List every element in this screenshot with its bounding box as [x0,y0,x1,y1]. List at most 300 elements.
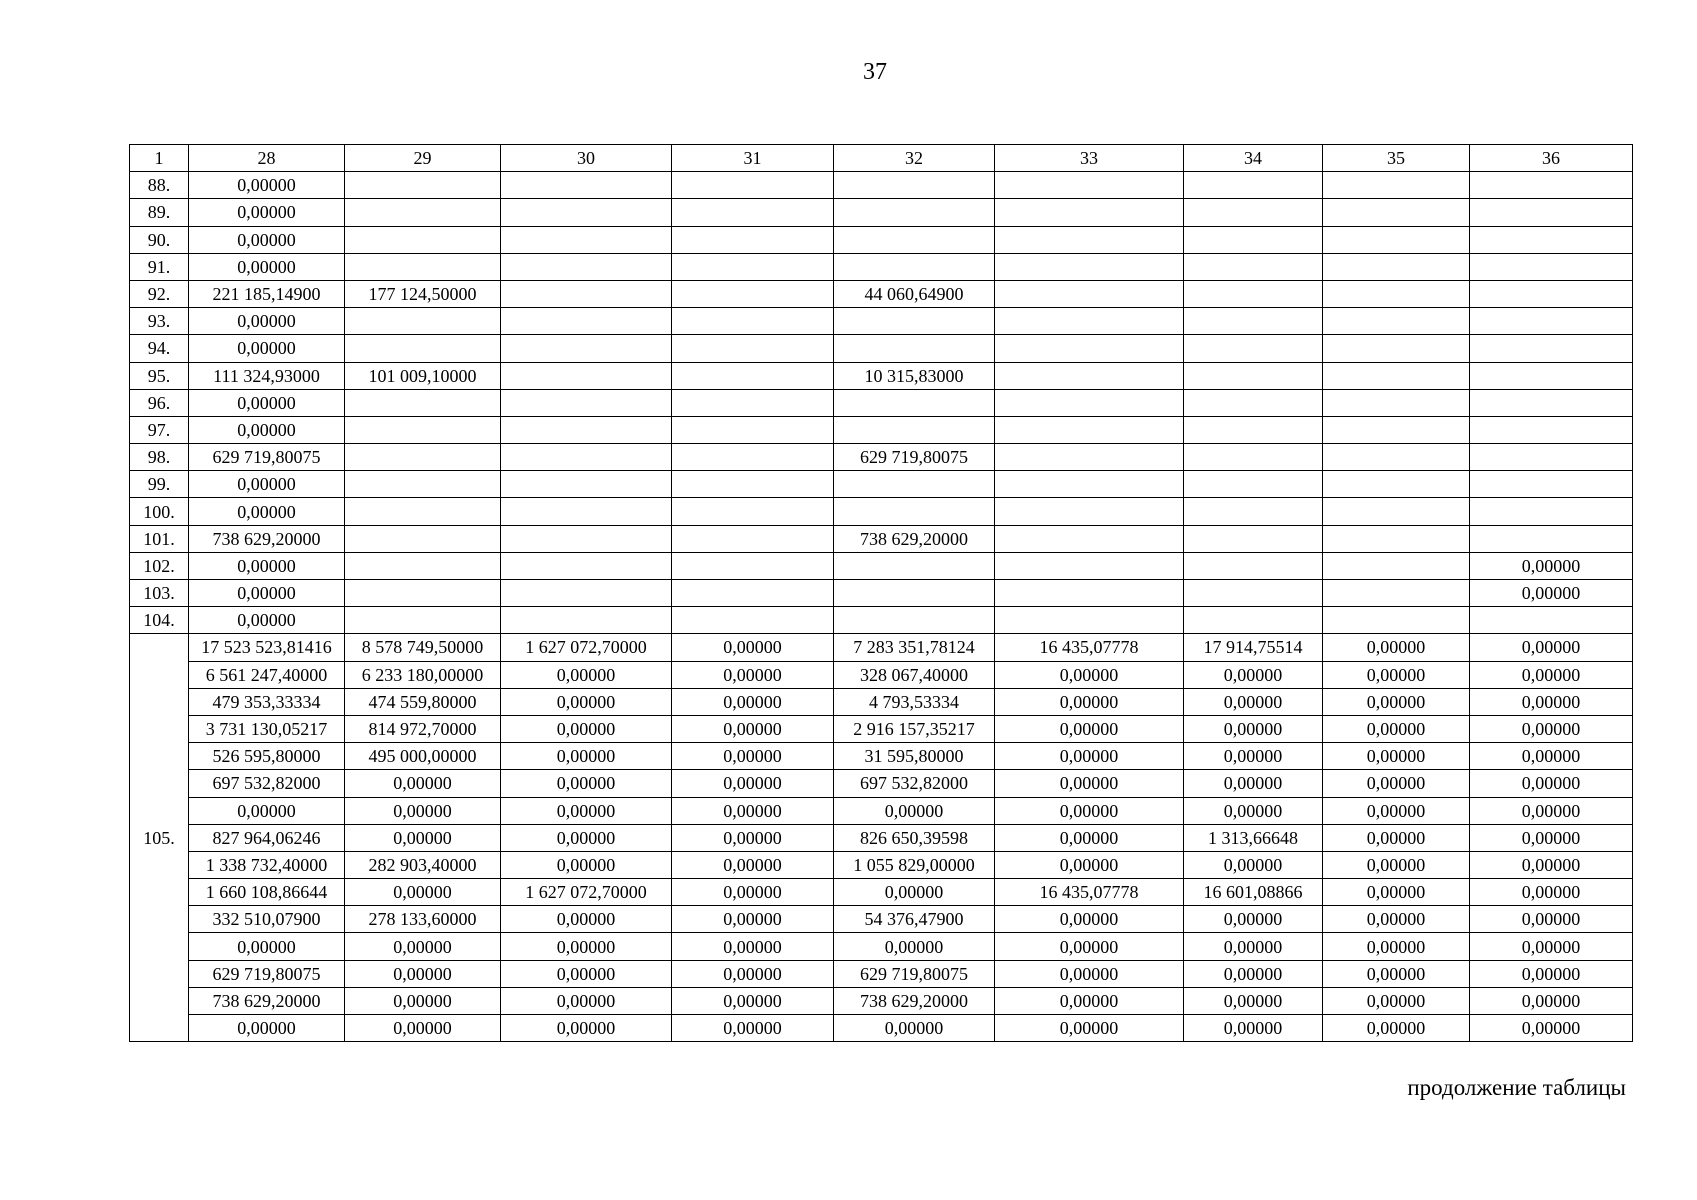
table-cell [1184,335,1323,362]
table-row [130,172,1633,199]
table-cell: 4 793,53334 [834,688,995,715]
table-cell [1323,471,1470,498]
table-cell: 0,00000 [189,797,345,824]
table-cell [672,362,834,389]
table-cell [672,335,834,362]
table-cell: 1 627 072,70000 [501,879,672,906]
table-cell [995,389,1184,416]
table-cell [995,580,1184,607]
table-cell [1184,308,1323,335]
table-cell [1184,172,1323,199]
table-cell: 629 719,80075 [189,960,345,987]
table-row [130,851,1633,878]
row-number-cell: 88. [130,172,189,199]
table-cell: 0,00000 [1184,960,1323,987]
table-row [130,960,1633,987]
table-cell [501,498,672,525]
table-cell: 332 510,07900 [189,906,345,933]
table-cell: 814 972,70000 [345,715,501,742]
table-cell [1470,525,1633,552]
table-cell: 0,00000 [345,824,501,851]
table-cell [1184,253,1323,280]
table-cell: 629 719,80075 [834,960,995,987]
table-cell: 0,00000 [345,933,501,960]
table-cell [995,498,1184,525]
table-cell [501,172,672,199]
table-cell: 0,00000 [189,498,345,525]
row-number-cell: 105. [130,634,189,1042]
table-cell [1323,172,1470,199]
table-cell [501,308,672,335]
table-row [130,688,1633,715]
table-cell [672,471,834,498]
table-cell: 282 903,40000 [345,851,501,878]
table-cell [1184,199,1323,226]
table-cell: 0,00000 [1470,933,1633,960]
table-cell [995,471,1184,498]
table-cell: 54 376,47900 [834,906,995,933]
table-cell [995,253,1184,280]
table-cell: 101 009,10000 [345,362,501,389]
table-cell [672,525,834,552]
table-cell: 8 578 749,50000 [345,634,501,661]
table-cell: 0,00000 [189,1015,345,1042]
table-cell: 0,00000 [995,851,1184,878]
table-cell [345,525,501,552]
table-cell [1184,580,1323,607]
table-cell: 0,00000 [501,851,672,878]
table-cell [1184,552,1323,579]
table-cell: 0,00000 [501,770,672,797]
data-table [129,144,1633,1042]
table-cell: 0,00000 [189,253,345,280]
table-cell: 0,00000 [672,987,834,1014]
table-cell [501,416,672,443]
table-cell: 0,00000 [672,933,834,960]
column-number-cell: 29 [345,145,501,172]
table-cell [672,416,834,443]
table-cell [995,607,1184,634]
table-cell: 0,00000 [1323,879,1470,906]
table-cell: 2 916 157,35217 [834,715,995,742]
table-cell [501,444,672,471]
table-cell [1323,525,1470,552]
table-row [130,987,1633,1014]
table-cell [834,226,995,253]
table-cell: 0,00000 [189,552,345,579]
table-cell [834,607,995,634]
table-body [130,145,1633,1042]
table-cell [1184,389,1323,416]
table-cell: 17 523 523,81416 [189,634,345,661]
table-cell [1323,416,1470,443]
column-number-cell: 36 [1470,145,1633,172]
table-row [130,933,1633,960]
table-cell [995,199,1184,226]
table-cell: 0,00000 [1470,743,1633,770]
table-cell [1184,362,1323,389]
table-cell [834,253,995,280]
table-cell: 0,00000 [345,1015,501,1042]
table-cell: 0,00000 [672,634,834,661]
row-number-cell: 95. [130,362,189,389]
table-cell: 0,00000 [995,688,1184,715]
table-cell: 0,00000 [501,688,672,715]
table-cell: 0,00000 [1470,715,1633,742]
table-cell [345,552,501,579]
table-cell: 826 650,39598 [834,824,995,851]
table-cell: 17 914,75514 [1184,634,1323,661]
table-cell [1470,335,1633,362]
table-cell [995,416,1184,443]
table-cell [1470,471,1633,498]
table-cell: 0,00000 [189,199,345,226]
table-cell: 1 055 829,00000 [834,851,995,878]
table-cell: 0,00000 [1184,851,1323,878]
column-number-cell: 34 [1184,145,1323,172]
table-row [130,308,1633,335]
table-cell: 0,00000 [1470,851,1633,878]
table-cell: 697 532,82000 [834,770,995,797]
table-cell: 0,00000 [995,1015,1184,1042]
table-cell: 738 629,20000 [834,987,995,1014]
table-cell [995,444,1184,471]
table-cell: 0,00000 [1470,960,1633,987]
table-cell: 16 435,07778 [995,879,1184,906]
table-cell: 0,00000 [995,933,1184,960]
table-cell [1323,498,1470,525]
table-cell [834,199,995,226]
table-cell [1323,199,1470,226]
table-cell: 0,00000 [501,715,672,742]
table-cell: 0,00000 [834,797,995,824]
table-row [130,525,1633,552]
table-cell: 1 338 732,40000 [189,851,345,878]
table-cell: 0,00000 [1470,634,1633,661]
row-number-cell: 103. [130,580,189,607]
table-row [130,199,1633,226]
table-cell: 0,00000 [1323,634,1470,661]
table-cell: 0,00000 [1323,851,1470,878]
table-cell: 0,00000 [672,879,834,906]
table-cell: 0,00000 [1184,797,1323,824]
table-cell [1323,308,1470,335]
table-row [130,362,1633,389]
table-cell [501,253,672,280]
table-cell: 0,00000 [1184,688,1323,715]
table-row [130,280,1633,307]
table-cell: 1 627 072,70000 [501,634,672,661]
table-cell: 0,00000 [1323,743,1470,770]
table-cell [1323,552,1470,579]
table-cell: 0,00000 [1470,906,1633,933]
table-cell: 0,00000 [1470,797,1633,824]
table-cell: 0,00000 [672,851,834,878]
table-cell [834,335,995,362]
table-cell [1323,389,1470,416]
table-cell [345,580,501,607]
table-cell [1470,416,1633,443]
table-cell [672,280,834,307]
table-cell [345,498,501,525]
table-cell: 0,00000 [672,688,834,715]
table-row [130,226,1633,253]
table-cell [672,199,834,226]
table-cell: 479 353,33334 [189,688,345,715]
table-cell [501,552,672,579]
table-cell: 1 660 108,86644 [189,879,345,906]
table-cell: 738 629,20000 [189,987,345,1014]
table-cell [995,280,1184,307]
table-row [130,335,1633,362]
table-cell: 0,00000 [501,743,672,770]
table-cell [501,199,672,226]
table-cell: 0,00000 [189,389,345,416]
table-cell [501,362,672,389]
row-number-cell: 97. [130,416,189,443]
table-row [130,634,1633,661]
table-cell: 0,00000 [1323,824,1470,851]
table-cell: 3 731 130,05217 [189,715,345,742]
table-cell: 0,00000 [1470,824,1633,851]
table-cell: 0,00000 [834,1015,995,1042]
table-cell: 0,00000 [1323,715,1470,742]
table-cell: 0,00000 [501,933,672,960]
table-cell [995,552,1184,579]
table-cell [501,280,672,307]
table-cell: 0,00000 [345,770,501,797]
table-cell [1470,444,1633,471]
table-cell: 0,00000 [1323,960,1470,987]
table-cell [1323,226,1470,253]
table-cell: 0,00000 [672,1015,834,1042]
table-cell: 0,00000 [1184,1015,1323,1042]
table-cell [1470,172,1633,199]
table-cell: 0,00000 [1470,987,1633,1014]
table-cell [345,199,501,226]
table-cell: 0,00000 [189,335,345,362]
table-cell [1470,308,1633,335]
table-cell: 16 601,08866 [1184,879,1323,906]
table-row [130,743,1633,770]
table-cell: 697 532,82000 [189,770,345,797]
table-cell: 0,00000 [501,797,672,824]
table-cell [345,226,501,253]
table-cell [1323,280,1470,307]
table-row [130,389,1633,416]
table-cell [345,308,501,335]
table-cell: 0,00000 [995,743,1184,770]
table-cell: 526 595,80000 [189,743,345,770]
table-cell: 0,00000 [1323,661,1470,688]
table-cell: 6 233 180,00000 [345,661,501,688]
table-cell [1323,335,1470,362]
table-cell: 0,00000 [995,960,1184,987]
table-cell [834,172,995,199]
table-cell [1323,253,1470,280]
table-cell: 0,00000 [995,770,1184,797]
table-row [130,498,1633,525]
table-row [130,906,1633,933]
table-cell [1184,607,1323,634]
table-cell: 0,00000 [189,308,345,335]
page-number: 37 [863,59,887,85]
table-cell [834,308,995,335]
table-cell: 0,00000 [672,743,834,770]
table-cell [672,580,834,607]
table-cell: 738 629,20000 [834,525,995,552]
table-row [130,416,1633,443]
table-cell: 0,00000 [995,715,1184,742]
column-number-cell: 31 [672,145,834,172]
table-cell [501,525,672,552]
table-cell: 328 067,40000 [834,661,995,688]
table-cell: 0,00000 [672,797,834,824]
table-cell: 0,00000 [995,987,1184,1014]
table-cell [1184,498,1323,525]
table-cell [834,580,995,607]
table-cell [1323,362,1470,389]
table-row [130,661,1633,688]
table-cell: 0,00000 [672,960,834,987]
table-cell: 0,00000 [345,960,501,987]
table-cell [672,444,834,471]
table-cell [834,416,995,443]
row-number-cell: 89. [130,199,189,226]
table-cell [995,335,1184,362]
table-row [130,580,1633,607]
row-number-cell: 98. [130,444,189,471]
table-cell: 0,00000 [995,824,1184,851]
table-cell: 0,00000 [345,987,501,1014]
table-cell [1470,362,1633,389]
table-cell: 0,00000 [1470,552,1633,579]
table-cell [1184,416,1323,443]
table-cell [1184,280,1323,307]
table-cell [501,389,672,416]
table-cell: 0,00000 [672,661,834,688]
table-cell: 0,00000 [1470,879,1633,906]
table-cell: 0,00000 [501,661,672,688]
table-cell [834,471,995,498]
table-row [130,471,1633,498]
table-cell [672,607,834,634]
table-cell [672,226,834,253]
table-row [130,607,1633,634]
table-cell: 0,00000 [672,906,834,933]
table-cell: 0,00000 [1470,580,1633,607]
table-cell: 0,00000 [834,879,995,906]
table-row [130,797,1633,824]
header-row [130,145,1633,172]
table-cell: 0,00000 [501,1015,672,1042]
table-cell: 0,00000 [1323,1015,1470,1042]
table-row [130,715,1633,742]
row-number-cell: 94. [130,335,189,362]
table-cell: 827 964,06246 [189,824,345,851]
table-cell: 0,00000 [189,172,345,199]
table-cell: 629 719,80075 [189,444,345,471]
table-cell: 0,00000 [345,879,501,906]
table-cell [834,498,995,525]
table-row [130,444,1633,471]
table-cell [345,607,501,634]
table-cell: 629 719,80075 [834,444,995,471]
table-cell [1184,444,1323,471]
table-cell [1323,580,1470,607]
table-cell: 0,00000 [1470,770,1633,797]
table-cell [995,362,1184,389]
table-cell: 0,00000 [189,416,345,443]
table-cell: 474 559,80000 [345,688,501,715]
table-row [130,253,1633,280]
table-cell [501,607,672,634]
table-cell: 0,00000 [995,797,1184,824]
table-cell [1470,280,1633,307]
table-cell: 0,00000 [1323,770,1470,797]
table-cell [672,498,834,525]
row-number-cell: 96. [130,389,189,416]
table-cell [672,308,834,335]
table-cell [1470,199,1633,226]
row-number-cell: 92. [130,280,189,307]
table-cell: 177 124,50000 [345,280,501,307]
table-cell [1470,389,1633,416]
table-cell: 0,00000 [995,661,1184,688]
table-cell [1184,525,1323,552]
table-cell: 221 185,14900 [189,280,345,307]
table-cell [1323,444,1470,471]
table-cell [345,253,501,280]
column-number-cell: 33 [995,145,1184,172]
table-cell [995,226,1184,253]
row-number-cell: 101. [130,525,189,552]
table-cell: 0,00000 [189,933,345,960]
table-cell [672,253,834,280]
table-cell: 0,00000 [1323,933,1470,960]
table-cell [345,471,501,498]
table-cell: 10 315,83000 [834,362,995,389]
table-cell [1184,471,1323,498]
column-number-cell: 1 [130,145,189,172]
table-cell: 0,00000 [189,607,345,634]
table-cell: 0,00000 [1184,661,1323,688]
table-row [130,879,1633,906]
table-cell [1470,498,1633,525]
column-number-cell: 28 [189,145,345,172]
table-cell: 0,00000 [345,797,501,824]
table-cell [995,308,1184,335]
table-cell [345,172,501,199]
table-cell: 0,00000 [834,933,995,960]
table-cell: 0,00000 [1470,688,1633,715]
table-row [130,770,1633,797]
table-cell: 0,00000 [189,471,345,498]
table-cell: 0,00000 [1184,715,1323,742]
table-cell: 0,00000 [189,580,345,607]
row-number-cell: 90. [130,226,189,253]
table-cell [1184,226,1323,253]
table-cell: 0,00000 [501,987,672,1014]
table-cell [1323,607,1470,634]
row-number-cell: 104. [130,607,189,634]
table-cell [1470,226,1633,253]
table-continuation-note: продолжение таблицы [1407,1075,1626,1100]
table-cell: 0,00000 [1184,743,1323,770]
row-number-cell: 100. [130,498,189,525]
table-cell [345,444,501,471]
table-cell: 0,00000 [672,715,834,742]
